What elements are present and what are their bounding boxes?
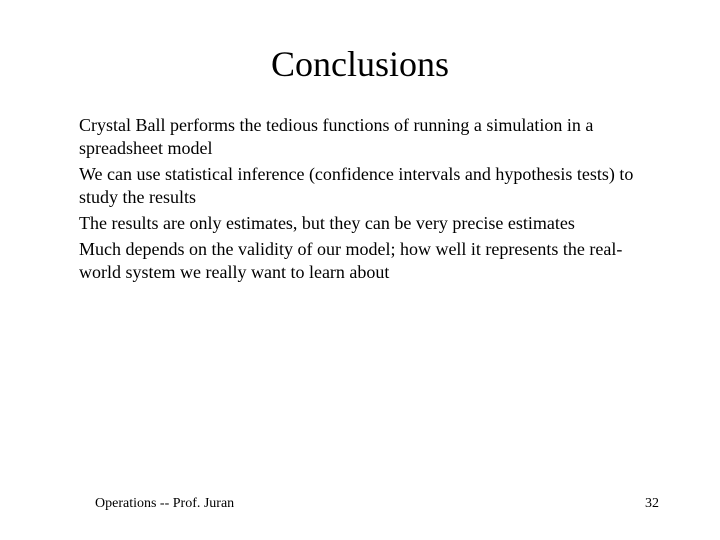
bullet-item: Much depends on the validity of our model; how well it represents the real-world system we really want to learn about xyxy=(79,239,623,282)
bullet-item: The results are only estimates, but they can be very precise estimates xyxy=(79,213,575,233)
bullet-item: Crystal Ball performs the tedious functions of running a simulation in a spreadsheet model xyxy=(79,115,594,158)
slide-title: Conclusions xyxy=(270,44,449,84)
bullet-item: We can use statistical inference (confidence intervals and hypothesis tests) to study the results xyxy=(79,164,634,207)
footer-course-label: Operations -- Prof. Juran xyxy=(95,496,235,511)
page-number: 32 xyxy=(645,496,659,511)
bullet-list xyxy=(79,114,659,287)
